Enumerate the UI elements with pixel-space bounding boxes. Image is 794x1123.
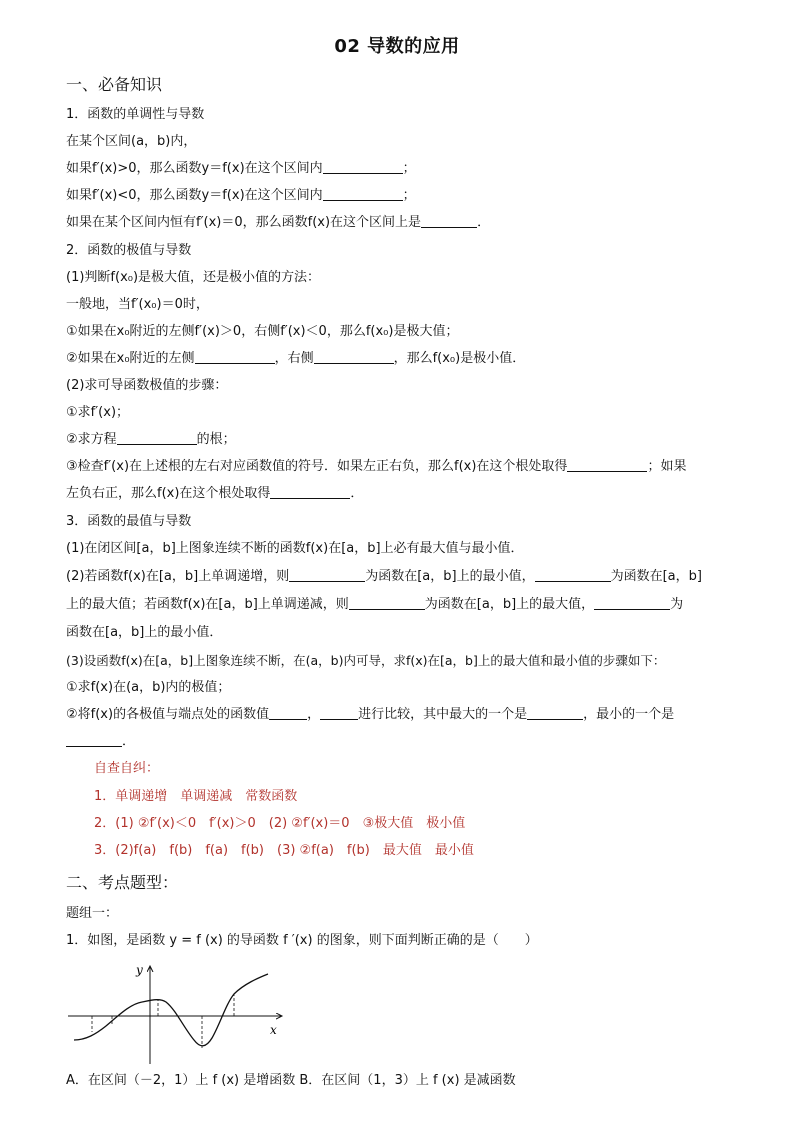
fill-blank[interactable] — [289, 568, 365, 582]
fill-blank[interactable] — [117, 431, 197, 445]
section-heading-exercises: 二、考点题型： — [66, 873, 179, 892]
fill-blank[interactable] — [195, 350, 275, 364]
fill-blank[interactable] — [421, 214, 477, 228]
subheading-max-min: 3．函数的最值与导数 — [66, 514, 192, 529]
text-fragment: 上的最大值；若函数f(x)在[a，b]上单调递减，则 — [66, 597, 349, 612]
page-title: 02 导数的应用 — [334, 36, 460, 57]
text-fragment: ； — [402, 188, 416, 203]
text-fragment: ，最小的一个是 — [583, 707, 675, 722]
subheading-extremum: 2．函数的极值与导数 — [66, 243, 192, 258]
answer-line-3: 3．(2)f(a) f(b) f(a) f(b) (3) ②f(a) f(b) 最大值 最小值 — [94, 843, 474, 858]
text-line — [66, 350, 525, 367]
text-line — [66, 733, 135, 750]
fill-blank[interactable] — [594, 596, 670, 610]
text-line: (3)设函数f(x)在[a，b]上图象连续不断，在(a，b)内可导，求f(x)在[a，b]上的最大值和最小值的步骤如下： — [66, 653, 666, 668]
text-fragment: ②如果在x₀附近的左侧 — [66, 351, 195, 366]
text-fragment: ②求方程 — [66, 432, 117, 447]
text-fragment: ，右侧 — [274, 351, 314, 366]
text-fragment: 为函数在[a，b]上的最大值， — [424, 597, 595, 612]
text-line — [66, 187, 416, 204]
text-line: ①求f(x)在(a，b)内的极值； — [66, 680, 231, 695]
answer-line-2: 2．(1) ②f′(x)＜0 f′(x)＞0 (2) ②f′(x)＝0 ③极大值 极小值 — [94, 816, 466, 831]
x-axis-label: x — [270, 1023, 277, 1037]
text-line: 一般地，当f′(x₀)＝0时， — [66, 297, 209, 312]
text-line: 函数在[a，b]上的最小值． — [66, 625, 223, 640]
text-fragment: 为函数在[a，b] — [610, 569, 702, 584]
fill-blank[interactable] — [535, 568, 611, 582]
text-line — [66, 596, 683, 613]
text-fragment: 如果f′(x)<0，那么函数y＝f(x)在这个区间内 — [66, 188, 323, 203]
text-line — [66, 160, 416, 177]
fill-blank[interactable] — [567, 458, 647, 472]
y-axis-label: y — [136, 963, 143, 977]
derivative-curve — [74, 974, 268, 1046]
text-fragment: ． — [350, 486, 364, 501]
question-1: 1．如图，是函数 y = f (x) 的导函数 f ′(x) 的图象，则下面判断正确的是（ ） — [66, 933, 538, 948]
text-fragment: ，那么f(x₀)是极小值． — [393, 351, 526, 366]
text-fragment: ；如果 — [647, 459, 687, 474]
answer-line-1: 1．单调递增 单调递减 常数函数 — [94, 789, 298, 804]
text-fragment: ． — [122, 734, 136, 749]
text-fragment: ③检查f′(x)在上述根的左右对应函数值的符号．如果左正右负，那么f(x)在这个根处取得 — [66, 459, 568, 474]
fill-blank[interactable] — [320, 706, 358, 720]
section-heading-knowledge: 一、必备知识 — [66, 75, 163, 94]
question-1-options: A．在区间（－2，1）上 f (x) 是增函数 B．在区间（1，3）上 f (x) 是减函数 — [66, 1073, 516, 1088]
derivative-graph — [66, 960, 286, 1066]
text-fragment: (2)若函数f(x)在[a，b]上单调递增，则 — [66, 569, 290, 584]
fill-blank[interactable] — [527, 706, 583, 720]
fill-blank[interactable] — [323, 160, 403, 174]
text-fragment: ②将f(x)的各极值与端点处的函数值 — [66, 707, 270, 722]
text-line: (1)判断f(x₀)是极大值，还是极小值的方法： — [66, 270, 321, 285]
text-fragment: 的根； — [196, 432, 236, 447]
fill-blank[interactable] — [314, 350, 394, 364]
fill-blank[interactable] — [323, 187, 403, 201]
text-fragment: ； — [402, 161, 416, 176]
text-fragment: 进行比较，其中最大的一个是 — [358, 707, 528, 722]
fill-blank[interactable] — [270, 485, 350, 499]
self-check-heading: 自查自纠： — [94, 761, 160, 776]
fill-blank[interactable] — [269, 706, 307, 720]
text-fragment: 如果f′(x)>0，那么函数y＝f(x)在这个区间内 — [66, 161, 323, 176]
text-fragment: ． — [477, 215, 491, 230]
text-line: ①求f′(x)； — [66, 405, 130, 420]
text-fragment: 为 — [670, 597, 684, 612]
subheading-monotonicity: 1．函数的单调性与导数 — [66, 107, 205, 122]
text-line — [66, 568, 702, 585]
fill-blank[interactable] — [66, 733, 122, 747]
text-line — [66, 485, 363, 502]
text-fragment: 如果在某个区间内恒有f′(x)＝0，那么函数f(x)在这个区间上是 — [66, 215, 422, 230]
text-line — [66, 214, 490, 231]
text-fragment: 为函数在[a，b]上的最小值， — [365, 569, 535, 584]
text-line: ①如果在x₀附近的左侧f′(x)＞0，右侧f′(x)＜0，那么f(x₀)是极大值； — [66, 324, 459, 339]
text-fragment: ， — [307, 707, 321, 722]
group-label: 题组一： — [66, 906, 119, 921]
text-line: (1)在闭区间[a，b]上图象连续不断的函数f(x)在[a，b]上必有最大值与最小值． — [66, 541, 524, 556]
text-line: 在某个区间(a，b)内， — [66, 134, 197, 149]
text-line — [66, 431, 236, 448]
fill-blank[interactable] — [349, 596, 425, 610]
text-line: (2)求可导函数极值的步骤： — [66, 378, 228, 393]
text-line — [66, 706, 674, 723]
text-fragment: 左负右正，那么f(x)在这个根处取得 — [66, 486, 271, 501]
text-line — [66, 458, 686, 475]
